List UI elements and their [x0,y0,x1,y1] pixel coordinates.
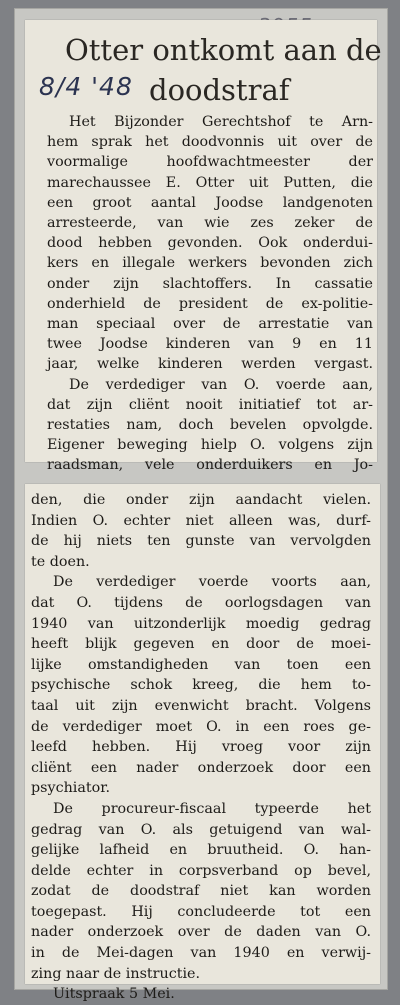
text-line: hem sprak het doodvonnis uit over de [47,134,373,151]
text-line: Eigener beweging hielp O. volgens zijn [47,437,373,454]
text-line: dood hebben gevonden. Ook onderdui- [47,235,373,252]
text-line: delde echter in corpsverband op bevel, [31,862,371,879]
text-line: man speciaal over de arrestatie van [47,316,373,333]
handwritten-date: 8/4 '48 [39,72,133,101]
text-line: 1940 van uitzonderlijk moedig gedrag [31,615,371,632]
text-line: nader onderzoek over de daden van O. [31,924,371,941]
text-line: dat zijn cliënt nooit initiatief tot ar- [47,396,373,413]
headline-line-2: doodstraf [149,73,290,107]
text-line: onderhield de president de ex-politie- [47,295,373,312]
text-line: psychische schok kreeg, die hem to- [31,677,371,694]
text-line: twee Joodse kinderen van 9 en 11 [47,336,373,353]
paragraph-2-continued [31,490,371,1005]
text-line: De verdediger voerde voorts aan, [53,574,371,591]
text-line: psychiator. [31,780,111,797]
text-line: voormalige hoofdwachtmeester der [47,154,373,171]
text-line: een groot aantal Joodse landgenoten [47,194,373,211]
clipping-bottom [25,484,380,1003]
text-line: raadsman, vele onderduikers en Jo- [47,457,373,474]
text-line: gedrag van O. als getuigend van wal- [31,821,371,838]
text-line: De verdediger van O. voerde aan, [69,376,373,393]
text-line: den, die onder zijn aandacht vielen. [31,492,371,508]
headline-line-1: Otter ontkomt aan de [65,33,382,67]
text-line: gelijke lafheid en bruutheid. O. han- [31,842,371,859]
text-line: lijke omstandigheden van toen een [31,656,371,673]
text-line: kers en illegale werkers bevonden zich [47,255,373,272]
text-line: marechaussee E. Otter uit Putten, die [47,174,373,191]
text-line: in de Mei-dagen van 1940 en verwij- [31,945,371,962]
text-line: cliënt een nader onderzoek door een [31,759,371,776]
text-line: restaties nam, doch bevelen opvolgde. [47,417,373,434]
text-line: onder zijn slachtoffers. In cassatie [47,275,373,292]
text-line: de hij niets ten gunste van vervolgden [31,533,371,550]
text-line: de verdediger moet O. in een roes ge- [31,718,371,735]
text-line: te doen. [31,553,90,570]
text-line: De procureur-fiscaal typeerde het [53,800,371,817]
text-line: zing naar de instructie. [31,965,201,982]
text-line: zodat de doodstraf niet kan worden [31,883,371,900]
text-line: taal uit zijn evenwicht bracht. Volgens [31,697,371,714]
paragraph-1 [47,112,373,476]
text-line: Uitspraak 5 Mei. [53,986,175,1003]
text-line: Indien O. echter niet alleen was, durf- [31,512,371,529]
text-line: jaar, welke kinderen werden vergast. [47,356,373,373]
text-line: Het Bijzonder Gerechtshof te Arn- [69,114,373,130]
text-line: dat O. tijdens de oorlogsdagen van [31,594,371,611]
text-line: toegepast. Hij concludeerde tot een [31,903,371,920]
text-line: heeft blijk gegeven en door de moei- [31,636,371,653]
text-line: leefd hebben. Hij vroeg voor zijn [31,739,371,756]
text-line: arresteerde, van wie zes zeker de [47,215,373,232]
clipping-top [25,20,382,474]
